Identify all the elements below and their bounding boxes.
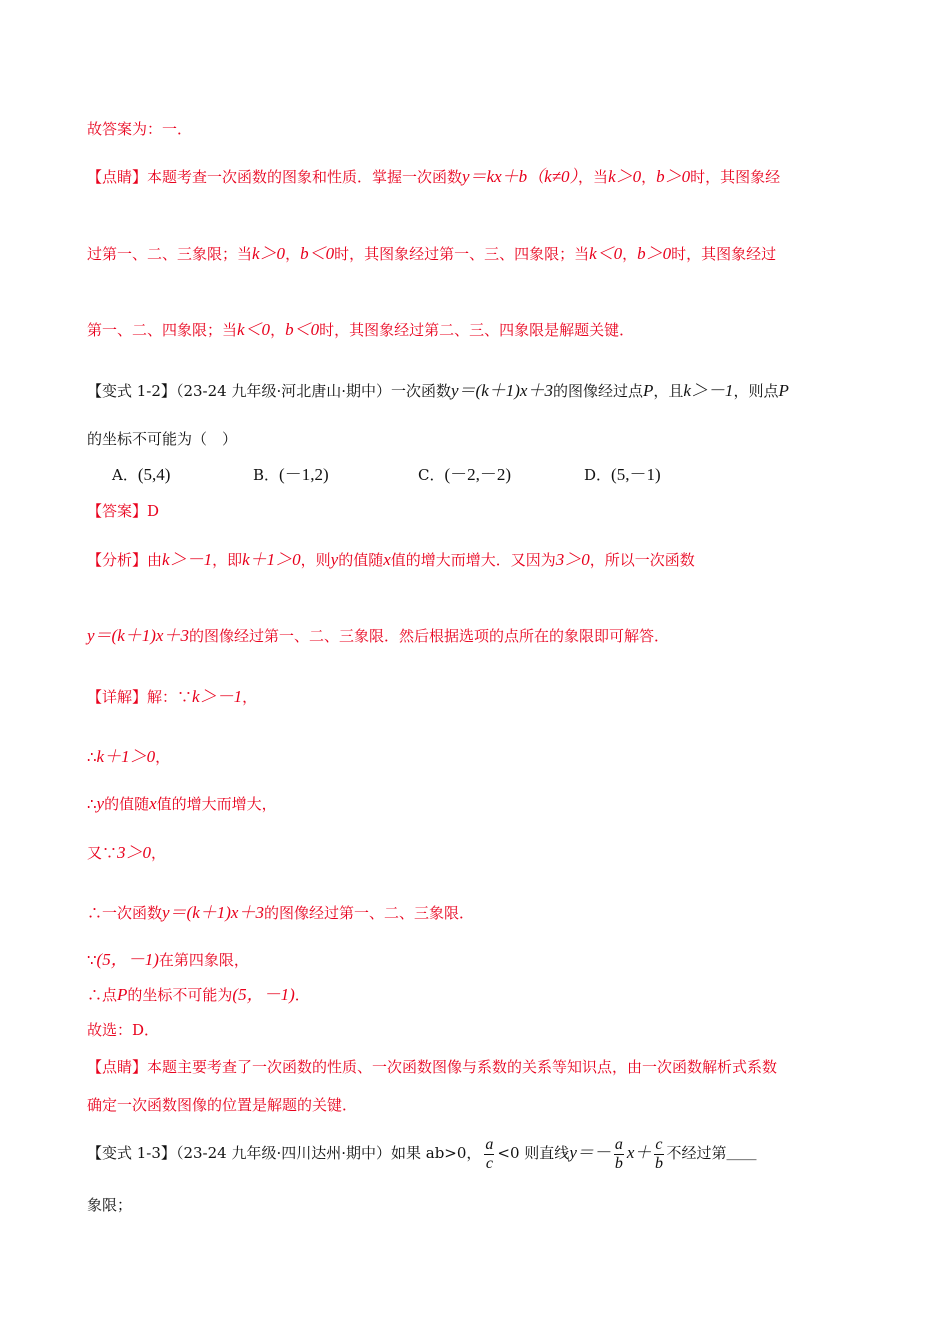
solution-line-2: ∴k＋1＞0，	[87, 747, 171, 766]
solution-line-4: 又∵3＞0，	[87, 843, 167, 862]
fraction-c-over-b: $\frac{c}{b}$	[654, 1135, 663, 1172]
variant-1-2-question: 【变式 1-2】（23-24 九年级·河北唐山·期中）一次函数y＝(k＋1)x＋3的图像经过点P，且k＞－1，则点P	[87, 381, 789, 400]
variant-1-3-question: 【变式 1-3】（23-24 九年级·四川达州·期中）如果 ab>0， $\frac{a}{c}$ <0 则直线y＝－ $\frac{a}{b}$ x＋ $\frac{c}{b}$ 不经过第＿＿	[87, 1135, 757, 1172]
option-d: D．(5,－1)	[584, 465, 661, 484]
analysis-line-1: 【分析】由k＞－1，即k＋1＞0，则y的值随x值的增大而增大．又因为3＞0，所以一次函数	[87, 550, 695, 569]
answer-conclusion: 故答案为：一．	[87, 120, 193, 138]
option-b: B．(－1,2)	[253, 465, 329, 484]
key-point-1-line-1: 【点睛】本题考查一次函数的图象和性质．掌握一次函数y＝kx＋b（k≠0），当k＞0，b＞0时，其图象经	[87, 167, 781, 186]
tag-variant: 【变式 1-2】	[87, 382, 176, 400]
solution-line-1: 【详解】解：∵k＞－1，	[87, 687, 258, 706]
key-point-2-line-1: 【点睛】本题主要考查了一次函数的性质、一次函数图像与系数的关系等知识点，由一次函数解析式系数	[87, 1058, 778, 1076]
tag-key-point-2: 【点睛】	[87, 1058, 148, 1076]
key-point-2-line-2: 确定一次函数图像的位置是解题的关键．	[87, 1096, 358, 1114]
option-c: C．(－2,－2)	[418, 465, 512, 484]
solution-choice: 故选：D．	[87, 1021, 160, 1039]
answer-blank: ＿＿	[726, 1144, 757, 1162]
variant-1-3-question-cont: 象限；	[87, 1196, 133, 1214]
fraction-a-over-c: $\frac{a}{c}$	[485, 1135, 494, 1172]
option-a: A．(5,4)	[112, 465, 171, 484]
answer-line: 【答案】D	[87, 502, 160, 520]
tag-analysis: 【分析】	[87, 551, 148, 569]
fraction-a-over-b: $\frac{a}{b}$	[614, 1135, 623, 1172]
tag-solution: 【详解】	[87, 688, 148, 706]
tag-key-point: 【点睛】	[87, 168, 148, 186]
key-point-1-line-2: 过第一、二、三象限；当k＞0，b＜0时，其图象经过第一、三、四象限；当k＜0，b＞0时，其图象经过	[87, 244, 777, 263]
key-point-1-line-3: 第一、二、四象限；当k＜0，b＜0时，其图象经过第二、三、四象限是解题关键．	[87, 320, 635, 339]
solution-line-6: ∵(5，－1)在第四象限，	[87, 950, 249, 969]
solution-line-7: ∴点P的坐标不可能为(5，－1)．	[87, 985, 310, 1004]
variant-1-2-question-cont: 的坐标不可能为（ ）	[87, 430, 238, 448]
analysis-line-2: y＝(k＋1)x＋3的图像经过第一、二、三象限．然后根据选项的点所在的象限即可解答．	[87, 626, 669, 645]
tag-variant-2: 【变式 1-3】	[87, 1144, 176, 1162]
solution-line-3: ∴y的值随x值的增大而增大，	[87, 794, 277, 813]
solution-line-5: ∴一次函数y＝(k＋1)x＋3的图像经过第一、二、三象限．	[87, 903, 474, 922]
tag-answer: 【答案】	[87, 502, 148, 520]
